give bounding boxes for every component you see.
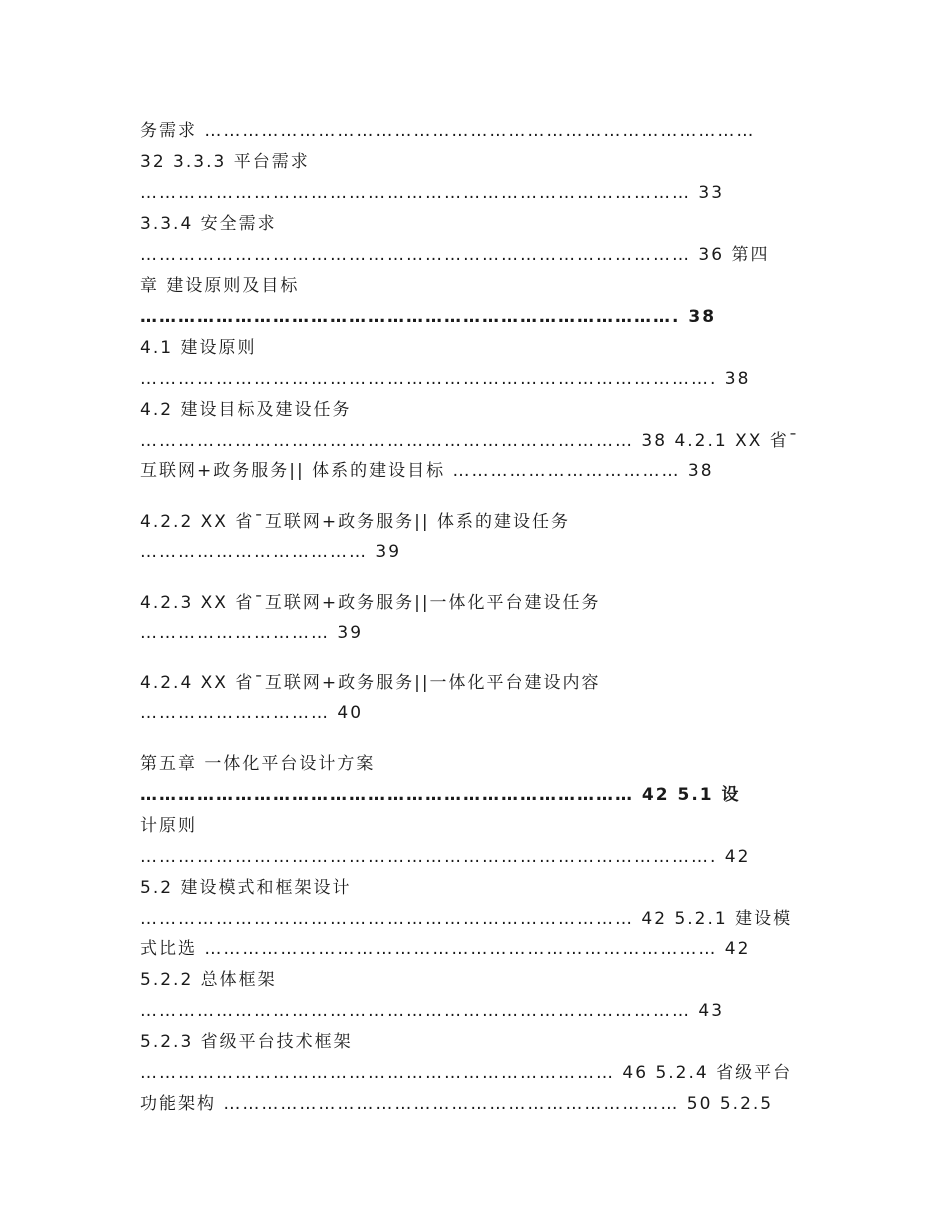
toc-line: 第五章 一体化平台设计方案 bbox=[140, 754, 376, 774]
toc-line: …………………………………………………………………………… 36 第四 bbox=[140, 245, 770, 265]
toc-line: ………………………………………………………………………………. 38 bbox=[140, 369, 751, 389]
toc-line: 5.2.3 省级平台技术框架 bbox=[140, 1032, 353, 1052]
toc-line: 务需求 …………………………………………………………………………… bbox=[140, 121, 756, 141]
toc-line: 4.1 建设原则 bbox=[140, 338, 257, 358]
toc-line: 5.2.2 总体框架 bbox=[140, 970, 277, 990]
toc-line: 5.2 建设模式和框架设计 bbox=[140, 878, 352, 898]
toc-line: …………………………………………………………………… 42 5.2.1 建设模 bbox=[140, 909, 793, 929]
toc-line: ………………………… 39 bbox=[140, 623, 364, 643]
toc-line: …………………………………………………………………… 42 5.1 设 bbox=[140, 785, 741, 805]
toc-line: ………………………………………………………………………………. 42 bbox=[140, 847, 751, 867]
toc-line: 32 3.3.3 平台需求 bbox=[140, 152, 310, 172]
toc-line: 计原则 bbox=[140, 816, 197, 836]
toc-line: 4.2.3 XX 省¯互联网+政务服务||一体化平台建设任务 bbox=[140, 593, 601, 613]
toc-line: ………………………………………………………………… 46 5.2.4 省级平台 bbox=[140, 1063, 793, 1083]
toc-line: ……………………………… 39 bbox=[140, 542, 402, 562]
toc-line: 4.2.4 XX 省¯互联网+政务服务||一体化平台建设内容 bbox=[140, 673, 601, 693]
toc-line: ………………………… 40 bbox=[140, 703, 364, 723]
toc-line: 式比选 ……………………………………………………………………… 42 bbox=[140, 939, 751, 959]
toc-line: 4.2.2 XX 省¯互联网+政务服务|| 体系的建设任务 bbox=[140, 512, 570, 532]
toc-line: 互联网+政务服务|| 体系的建设目标 ……………………………… 38 bbox=[140, 461, 714, 481]
toc-line: …………………………………………………………………………. 38 bbox=[140, 307, 717, 327]
toc-line: 章 建设原则及目标 bbox=[140, 276, 300, 296]
toc-line: 3.3.4 安全需求 bbox=[140, 214, 277, 234]
toc-line: …………………………………………………………………………… 43 bbox=[140, 1001, 725, 1021]
toc-line: 功能架构 ……………………………………………………………… 50 5.2.5 bbox=[140, 1094, 774, 1114]
toc-line: 4.2 建设目标及建设任务 bbox=[140, 400, 352, 420]
toc-line: …………………………………………………………………… 38 4.2.1 XX 省¯ bbox=[140, 431, 800, 451]
toc-line: …………………………………………………………………………… 33 bbox=[140, 183, 725, 203]
